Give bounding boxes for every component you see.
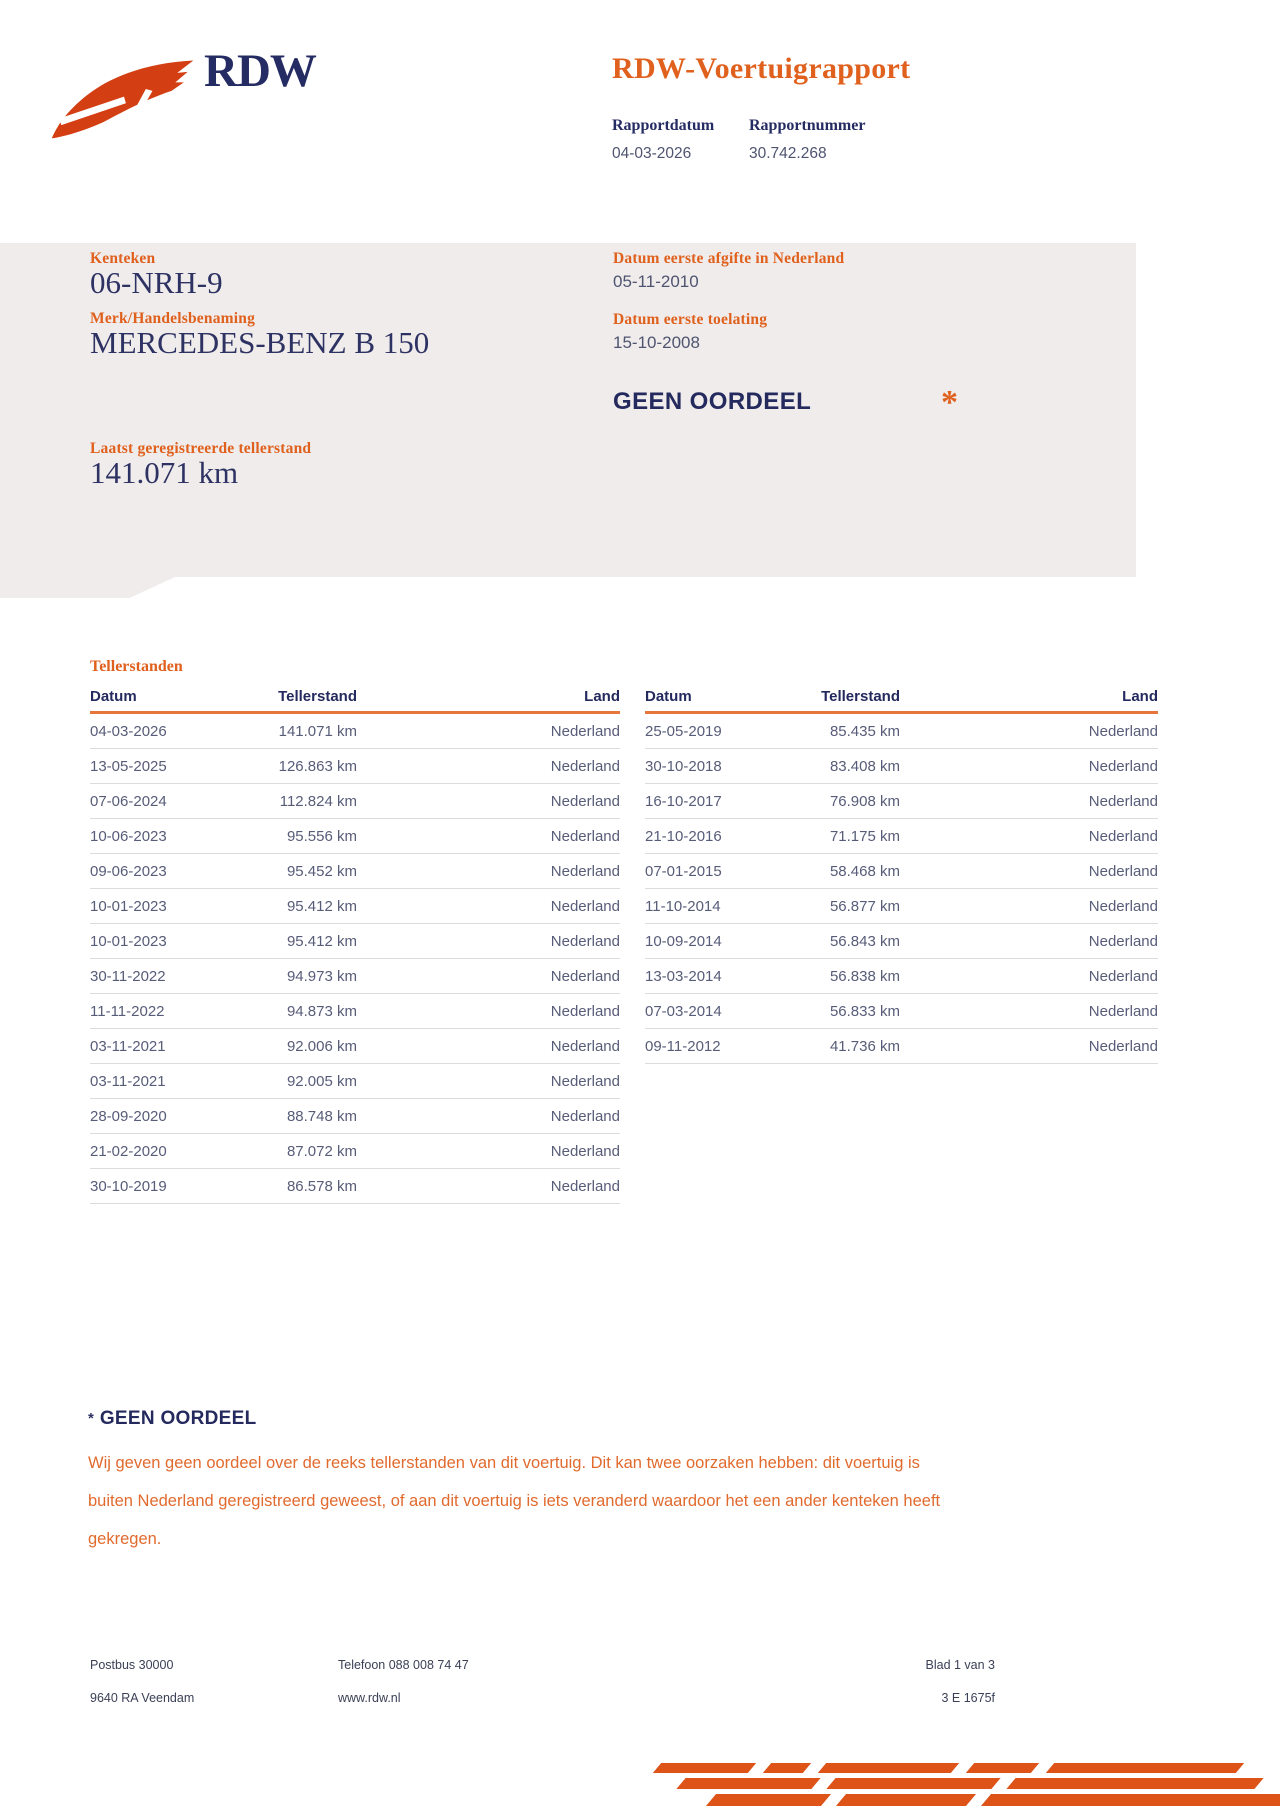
table-row: [90, 819, 620, 854]
table-row: [90, 1134, 620, 1169]
cell-land: Nederland: [550, 1142, 620, 1160]
table-row: [645, 749, 1158, 784]
table-row: [90, 714, 620, 749]
cell-datum: 21-02-2020: [90, 1142, 167, 1160]
table-row: [90, 994, 620, 1029]
report-number-label: Rapportnummer: [749, 117, 866, 134]
merk-value: MERCEDES-BENZ B 150: [90, 325, 430, 360]
table-row: [645, 854, 1158, 889]
merk-label: Merk/Handelsbenaming: [90, 310, 256, 327]
table-row: [645, 819, 1158, 854]
rdw-logo-text: RDW: [204, 45, 316, 97]
laatste-tellerstand-value: 141.071 km: [90, 455, 239, 490]
cell-land: Nederland: [1088, 967, 1158, 985]
cell-tellerstand: 92.006 km: [286, 1037, 357, 1055]
table-row: [90, 1064, 620, 1099]
cell-datum: 13-05-2025: [90, 757, 167, 775]
table-row: [645, 784, 1158, 819]
cell-datum: 10-06-2023: [90, 827, 167, 845]
cell-datum: 04-03-2026: [90, 722, 167, 740]
tellerstanden-table-left: [90, 688, 620, 1204]
cell-datum: 11-10-2014: [645, 897, 721, 915]
eerste-afgifte-value: 05-11-2010: [613, 272, 699, 291]
cell-datum: 13-03-2014: [645, 967, 722, 985]
footer-website: www.rdw.nl: [338, 1691, 401, 1705]
table-row: [645, 994, 1158, 1029]
table-row: [90, 1169, 620, 1204]
table-row: [645, 959, 1158, 994]
report-number-value: 30.742.268: [749, 145, 827, 162]
cell-tellerstand: 85.435 km: [829, 722, 900, 740]
cell-datum: 07-03-2014: [645, 1002, 722, 1020]
kenteken-label: Kenteken: [90, 250, 156, 267]
table-row: [645, 924, 1158, 959]
cell-datum: 28-09-2020: [90, 1107, 167, 1125]
table-row: [645, 1029, 1158, 1064]
cell-land: Nederland: [1088, 827, 1158, 845]
footnote-heading: GEEN OORDEEL: [99, 1408, 257, 1429]
verdict-asterisk: *: [941, 384, 958, 421]
cell-land: Nederland: [1088, 897, 1158, 915]
cell-tellerstand: 94.873 km: [286, 1002, 357, 1020]
cell-datum: 09-06-2023: [90, 862, 167, 880]
cell-datum: 10-01-2023: [90, 932, 167, 950]
cell-land: Nederland: [1088, 1037, 1158, 1055]
report-meta: [612, 117, 865, 163]
cell-land: Nederland: [550, 1037, 620, 1055]
table-header-row: [90, 688, 620, 714]
cell-datum: 11-11-2022: [90, 1002, 165, 1020]
column-header-datum: Datum: [645, 688, 692, 705]
cell-land: Nederland: [550, 862, 620, 880]
cell-land: Nederland: [550, 1107, 620, 1125]
footer-postbus: Postbus 30000: [90, 1658, 174, 1672]
cell-tellerstand: 95.556 km: [286, 827, 357, 845]
cell-tellerstand: 76.908 km: [829, 792, 900, 810]
eerste-toelating-value: 15-10-2008: [613, 333, 700, 352]
kenteken-value: 06-NRH-9: [90, 265, 223, 300]
cell-datum: 09-11-2012: [645, 1037, 721, 1055]
laatste-tellerstand-label: Laatst geregistreerde tellerstand: [90, 440, 312, 457]
footer-phone: Telefoon 088 008 74 47: [338, 1658, 469, 1672]
cell-tellerstand: 112.824 km: [279, 792, 357, 810]
cell-tellerstand: 58.468 km: [829, 862, 900, 880]
cell-tellerstand: 95.452 km: [286, 862, 357, 880]
cell-datum: 10-01-2023: [90, 897, 167, 915]
cell-land: Nederland: [1088, 722, 1158, 740]
cell-datum: 03-11-2021: [90, 1072, 166, 1090]
footer-page-number: Blad 1 van 3: [925, 1658, 995, 1672]
cell-land: Nederland: [1088, 757, 1158, 775]
cell-tellerstand: 86.578 km: [286, 1177, 357, 1195]
footnote-text: Wij geven geen oordeel over de reeks tellerstanden van dit voertuig. Dit kan twee oorzaken hebben: dit voertuig is buiten Nederland geregistreerd geweest, of aan dit voertuig is iets veranderd waardoor het een ander kenteken heeft gekregen.: [88, 1454, 941, 1548]
cell-tellerstand: 83.408 km: [829, 757, 900, 775]
cell-land: Nederland: [550, 722, 620, 740]
column-header-datum: Datum: [90, 688, 137, 705]
verdict-text: GEEN OORDEEL: [613, 388, 812, 415]
table-row: [90, 924, 620, 959]
page-title: RDW-Voertuigrapport: [612, 52, 911, 85]
cell-tellerstand: 71.175 km: [829, 827, 900, 845]
table-row: [90, 784, 620, 819]
cell-tellerstand: 92.005 km: [286, 1072, 357, 1090]
table-row: [90, 1099, 620, 1134]
footnote-asterisk: *: [88, 1410, 94, 1427]
table-row: [645, 714, 1158, 749]
cell-land: Nederland: [550, 897, 620, 915]
cell-datum: 30-11-2022: [90, 967, 166, 985]
tellerstanden-section-title: Tellerstanden: [90, 658, 183, 675]
column-header-tellerstand: Tellerstand: [821, 688, 900, 705]
footer-form-code: 3 E 1675f: [941, 1691, 995, 1705]
cell-land: Nederland: [550, 792, 620, 810]
cell-datum: 07-01-2015: [645, 862, 722, 880]
column-header-land: Land: [1122, 688, 1158, 705]
table-header-row: [645, 688, 1158, 714]
cell-tellerstand: 56.833 km: [829, 1002, 900, 1020]
cell-land: Nederland: [1088, 862, 1158, 880]
cell-land: Nederland: [550, 1072, 620, 1090]
eerste-toelating-label: Datum eerste toelating: [613, 311, 768, 328]
cell-land: Nederland: [550, 932, 620, 950]
cell-tellerstand: 88.748 km: [286, 1107, 357, 1125]
table-row: [90, 1029, 620, 1064]
report-date-label: Rapportdatum: [612, 117, 715, 134]
cell-land: Nederland: [1088, 1002, 1158, 1020]
table-row: [90, 889, 620, 924]
cell-datum: 21-10-2016: [645, 827, 722, 845]
cell-datum: 30-10-2018: [645, 757, 722, 775]
cell-datum: 30-10-2019: [90, 1177, 167, 1195]
cell-tellerstand: 94.973 km: [286, 967, 357, 985]
cell-datum: 03-11-2021: [90, 1037, 166, 1055]
cell-datum: 10-09-2014: [645, 932, 722, 950]
cell-land: Nederland: [550, 1002, 620, 1020]
cell-tellerstand: 95.412 km: [286, 932, 357, 950]
footnote-block: [88, 1408, 948, 1558]
cell-tellerstand: 95.412 km: [286, 897, 357, 915]
cell-datum: 25-05-2019: [645, 722, 722, 740]
cell-datum: 16-10-2017: [645, 792, 722, 810]
cell-tellerstand: 56.843 km: [829, 932, 900, 950]
cell-tellerstand: 87.072 km: [286, 1142, 357, 1160]
column-header-land: Land: [584, 688, 620, 705]
truck-pattern-graphic: [635, 1759, 1280, 1811]
cell-land: Nederland: [1088, 932, 1158, 950]
table-row: [90, 854, 620, 889]
panel-fold-decoration: [0, 577, 175, 598]
cell-tellerstand: 141.071 km: [278, 722, 357, 740]
cell-tellerstand: 56.877 km: [829, 897, 900, 915]
rdw-logo-swoosh-icon: [48, 52, 200, 144]
cell-land: Nederland: [550, 827, 620, 845]
table-row: [645, 889, 1158, 924]
column-header-tellerstand: Tellerstand: [278, 688, 357, 705]
cell-land: Nederland: [550, 967, 620, 985]
footer-city: 9640 RA Veendam: [90, 1691, 195, 1705]
cell-datum: 07-06-2024: [90, 792, 167, 810]
cell-tellerstand: 41.736 km: [829, 1037, 900, 1055]
cell-tellerstand: 126.863 km: [278, 757, 357, 775]
cell-land: Nederland: [1088, 792, 1158, 810]
eerste-afgifte-label: Datum eerste afgifte in Nederland: [613, 250, 845, 267]
cell-land: Nederland: [550, 1177, 620, 1195]
tellerstanden-table-right: [645, 688, 1158, 1064]
cell-land: Nederland: [550, 757, 620, 775]
table-row: [90, 959, 620, 994]
report-date-value: 04-03-2026: [612, 145, 692, 162]
cell-tellerstand: 56.838 km: [829, 967, 900, 985]
table-row: [90, 749, 620, 784]
